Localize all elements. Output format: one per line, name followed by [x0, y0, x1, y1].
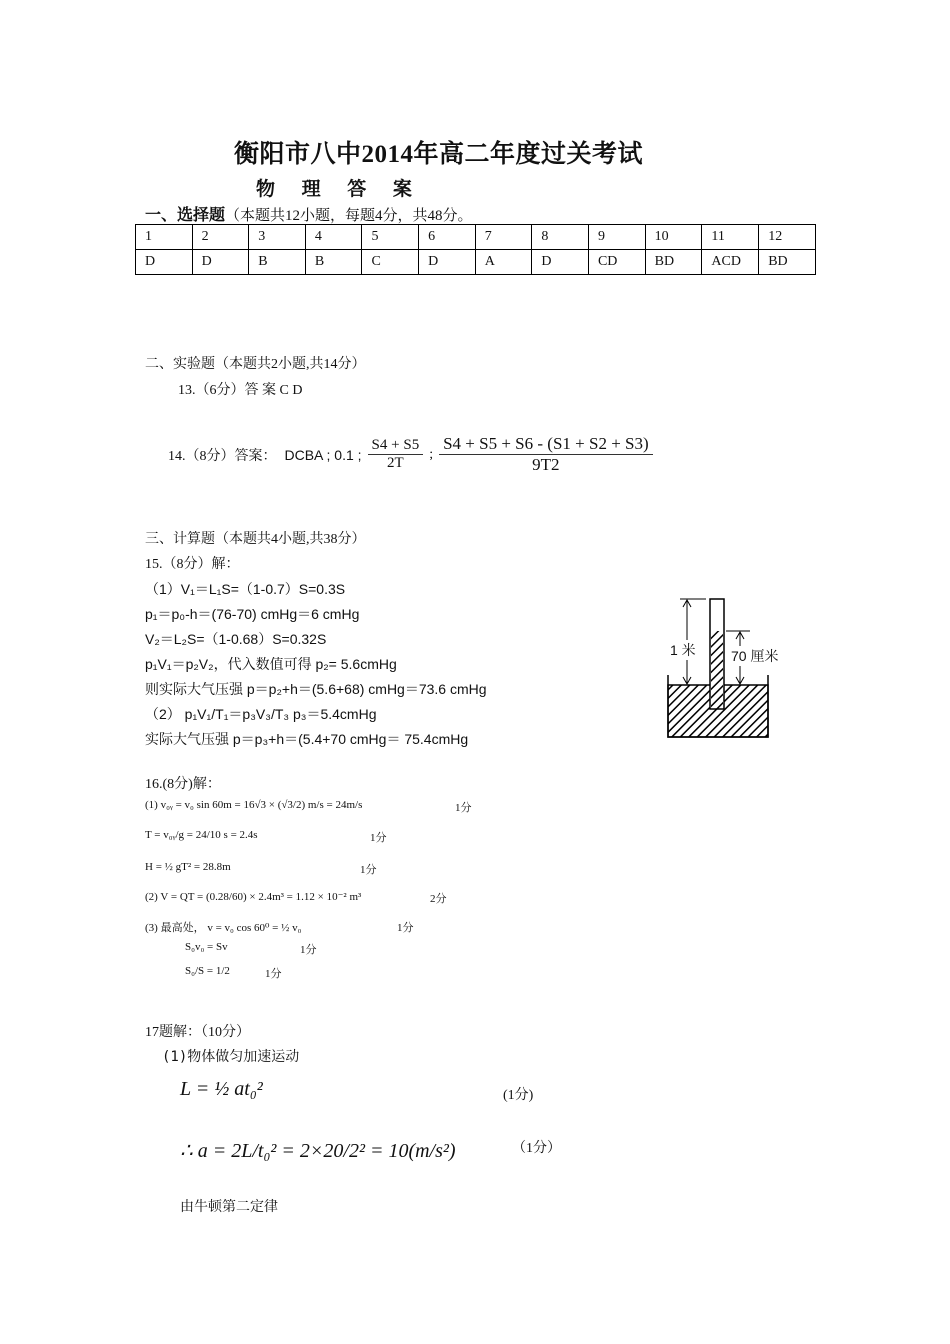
table-cell: 9: [588, 225, 645, 250]
q16-score: 1分: [360, 864, 377, 876]
table-cell: D: [136, 250, 193, 275]
table-cell: B: [305, 250, 362, 275]
fraction-denominator: 9T2: [532, 455, 560, 474]
q17-equation-2: ∴ a = 2L/t₀² = 2×20/2² = 10(m/s²): [180, 1140, 456, 1162]
q16-line: [145, 861, 231, 873]
q14-label: 14.（8分）答案：: [168, 448, 277, 464]
section1-heading-bold: 一、选择题: [145, 205, 226, 224]
table-cell: BD: [759, 250, 816, 275]
q16-expr: H = ½ gT² = 28.8m: [145, 861, 231, 873]
table-cell: CD: [588, 250, 645, 275]
q16-expr: (1) v₀ᵧ = v₀ sin 60m = 16√3 × (√3/2) m/s = 24m/s: [145, 799, 363, 811]
q14-separator: ;: [429, 446, 434, 462]
q16-line: [185, 941, 228, 953]
q16-score: 2分: [430, 893, 447, 905]
subtitle-char: 案: [392, 178, 412, 200]
q14-fraction-2: [439, 434, 653, 475]
q15-line: （1）V₁＝L₁S=（1-0.7）S=0.3S: [145, 581, 346, 597]
q17-step: (1)物体做匀加速运动: [162, 1049, 300, 1065]
q16-label: 16.(8分)解：: [145, 777, 221, 792]
table-cell: D: [419, 250, 476, 275]
table-cell: 5: [362, 225, 419, 250]
page-title: 衡阳市八中2014年高二年度过关考试: [234, 141, 644, 168]
table-cell: 4: [305, 225, 362, 250]
table-cell: 11: [702, 225, 759, 250]
page-subtitle: [256, 174, 432, 201]
q14-values: DCBA ; 0.1 ;: [284, 446, 362, 463]
table-cell: B: [249, 250, 306, 275]
q16-expr: S₀v₀ = Sv: [185, 941, 228, 953]
section1-heading: [145, 202, 473, 225]
fraction-denominator: 2T: [387, 455, 404, 471]
mercury-column: [711, 631, 723, 709]
q16-line: [145, 799, 362, 811]
q15-line: p₁V₁＝p₂V₂，代入数值可得 p₂= 5.6cmHg: [145, 656, 397, 672]
q16-line: [185, 965, 230, 977]
table-cell: 6: [419, 225, 476, 250]
q16-line: [145, 890, 361, 903]
q15-line: 则实际大气压强 p＝p₂+h＝(5.6+68) cmHg＝73.6 cmHg: [145, 681, 487, 697]
table-row: [136, 225, 816, 250]
section2-heading: 二、实验题（本题共2小题,共14分）: [145, 357, 366, 372]
table-cell: 2: [192, 225, 249, 250]
table-cell: ACD: [702, 250, 759, 275]
q15-solution: [145, 577, 487, 752]
table-cell: A: [475, 250, 532, 275]
q14-answer: [168, 434, 653, 475]
table-cell: D: [192, 250, 249, 275]
table-cell: 3: [249, 225, 306, 250]
q13-answer: 13.（6分）答 案 C D: [178, 383, 303, 398]
q16-score: 1分: [397, 922, 414, 934]
fraction-numerator: S4 + S5: [368, 437, 424, 455]
q15-line: 实际大气压强 p＝p₃+h＝(5.4+70 cmHg＝ 75.4cmHg: [145, 731, 469, 747]
q16-score: 1分: [370, 832, 387, 844]
q16-expr: (3) 最高处， v = v₀ cos 60⁰ = ½ v₀: [145, 922, 302, 934]
answer-table: [135, 224, 816, 275]
q15-line: p₁＝p₀-h＝(76-70) cmHg＝6 cmHg: [145, 606, 360, 622]
q16-expr: T = v₀ᵧ/g = 24/10 s = 2.4s: [145, 829, 258, 841]
q16-expr: (2) V = QT = (0.28/60) × 2.4m³ = 1.12 × 10⁻² m³: [145, 891, 362, 903]
table-cell: 7: [475, 225, 532, 250]
table-cell: 10: [645, 225, 702, 250]
q17-equation-1: L = ½ at₀²: [180, 1078, 263, 1100]
q17-label: 17题解：（10分）: [145, 1025, 250, 1040]
q16-score: 1分: [455, 802, 472, 814]
q17-score-1: (1分): [503, 1088, 534, 1103]
q17-score-2: （1分）: [512, 1141, 561, 1156]
fraction-numerator: S4 + S5 + S6 - (S1 + S2 + S3): [439, 434, 653, 455]
q15-line: V₂＝L₂S=（1-0.68）S=0.32S: [145, 631, 327, 647]
section1-heading-note: （本题共12小题，每题4分，共48分。: [225, 208, 473, 224]
q16-score: 1分: [300, 944, 317, 956]
q14-fraction-1: [368, 437, 424, 472]
q15-label: 15.（8分）解：: [145, 557, 240, 572]
q17-newton-law: 由牛顿第二定律: [180, 1199, 278, 1215]
section3-heading: 三、计算题（本题共4小题,共38分）: [145, 532, 366, 547]
subtitle-char: 物: [256, 178, 276, 200]
table-cell: D: [532, 250, 589, 275]
q15-line: （2） p₁V₁/T₁＝p₃V₃/T₃ p₃＝5.4cmHg: [145, 706, 377, 722]
q16-line: [145, 919, 301, 935]
subtitle-char: 答: [347, 178, 367, 200]
q16-score: 1分: [265, 968, 282, 980]
subtitle-char: 理: [301, 178, 321, 200]
figure-label-left: 1 米: [670, 642, 696, 658]
table-row: [136, 250, 816, 275]
q16-line: [145, 829, 258, 841]
table-cell: 12: [759, 225, 816, 250]
figure-label-right: 70 厘米: [731, 648, 779, 664]
table-cell: 1: [136, 225, 193, 250]
table-cell: 8: [532, 225, 589, 250]
barometer-figure: [660, 595, 800, 745]
table-cell: BD: [645, 250, 702, 275]
q16-expr: S₀/S = 1/2: [185, 965, 230, 977]
table-cell: C: [362, 250, 419, 275]
